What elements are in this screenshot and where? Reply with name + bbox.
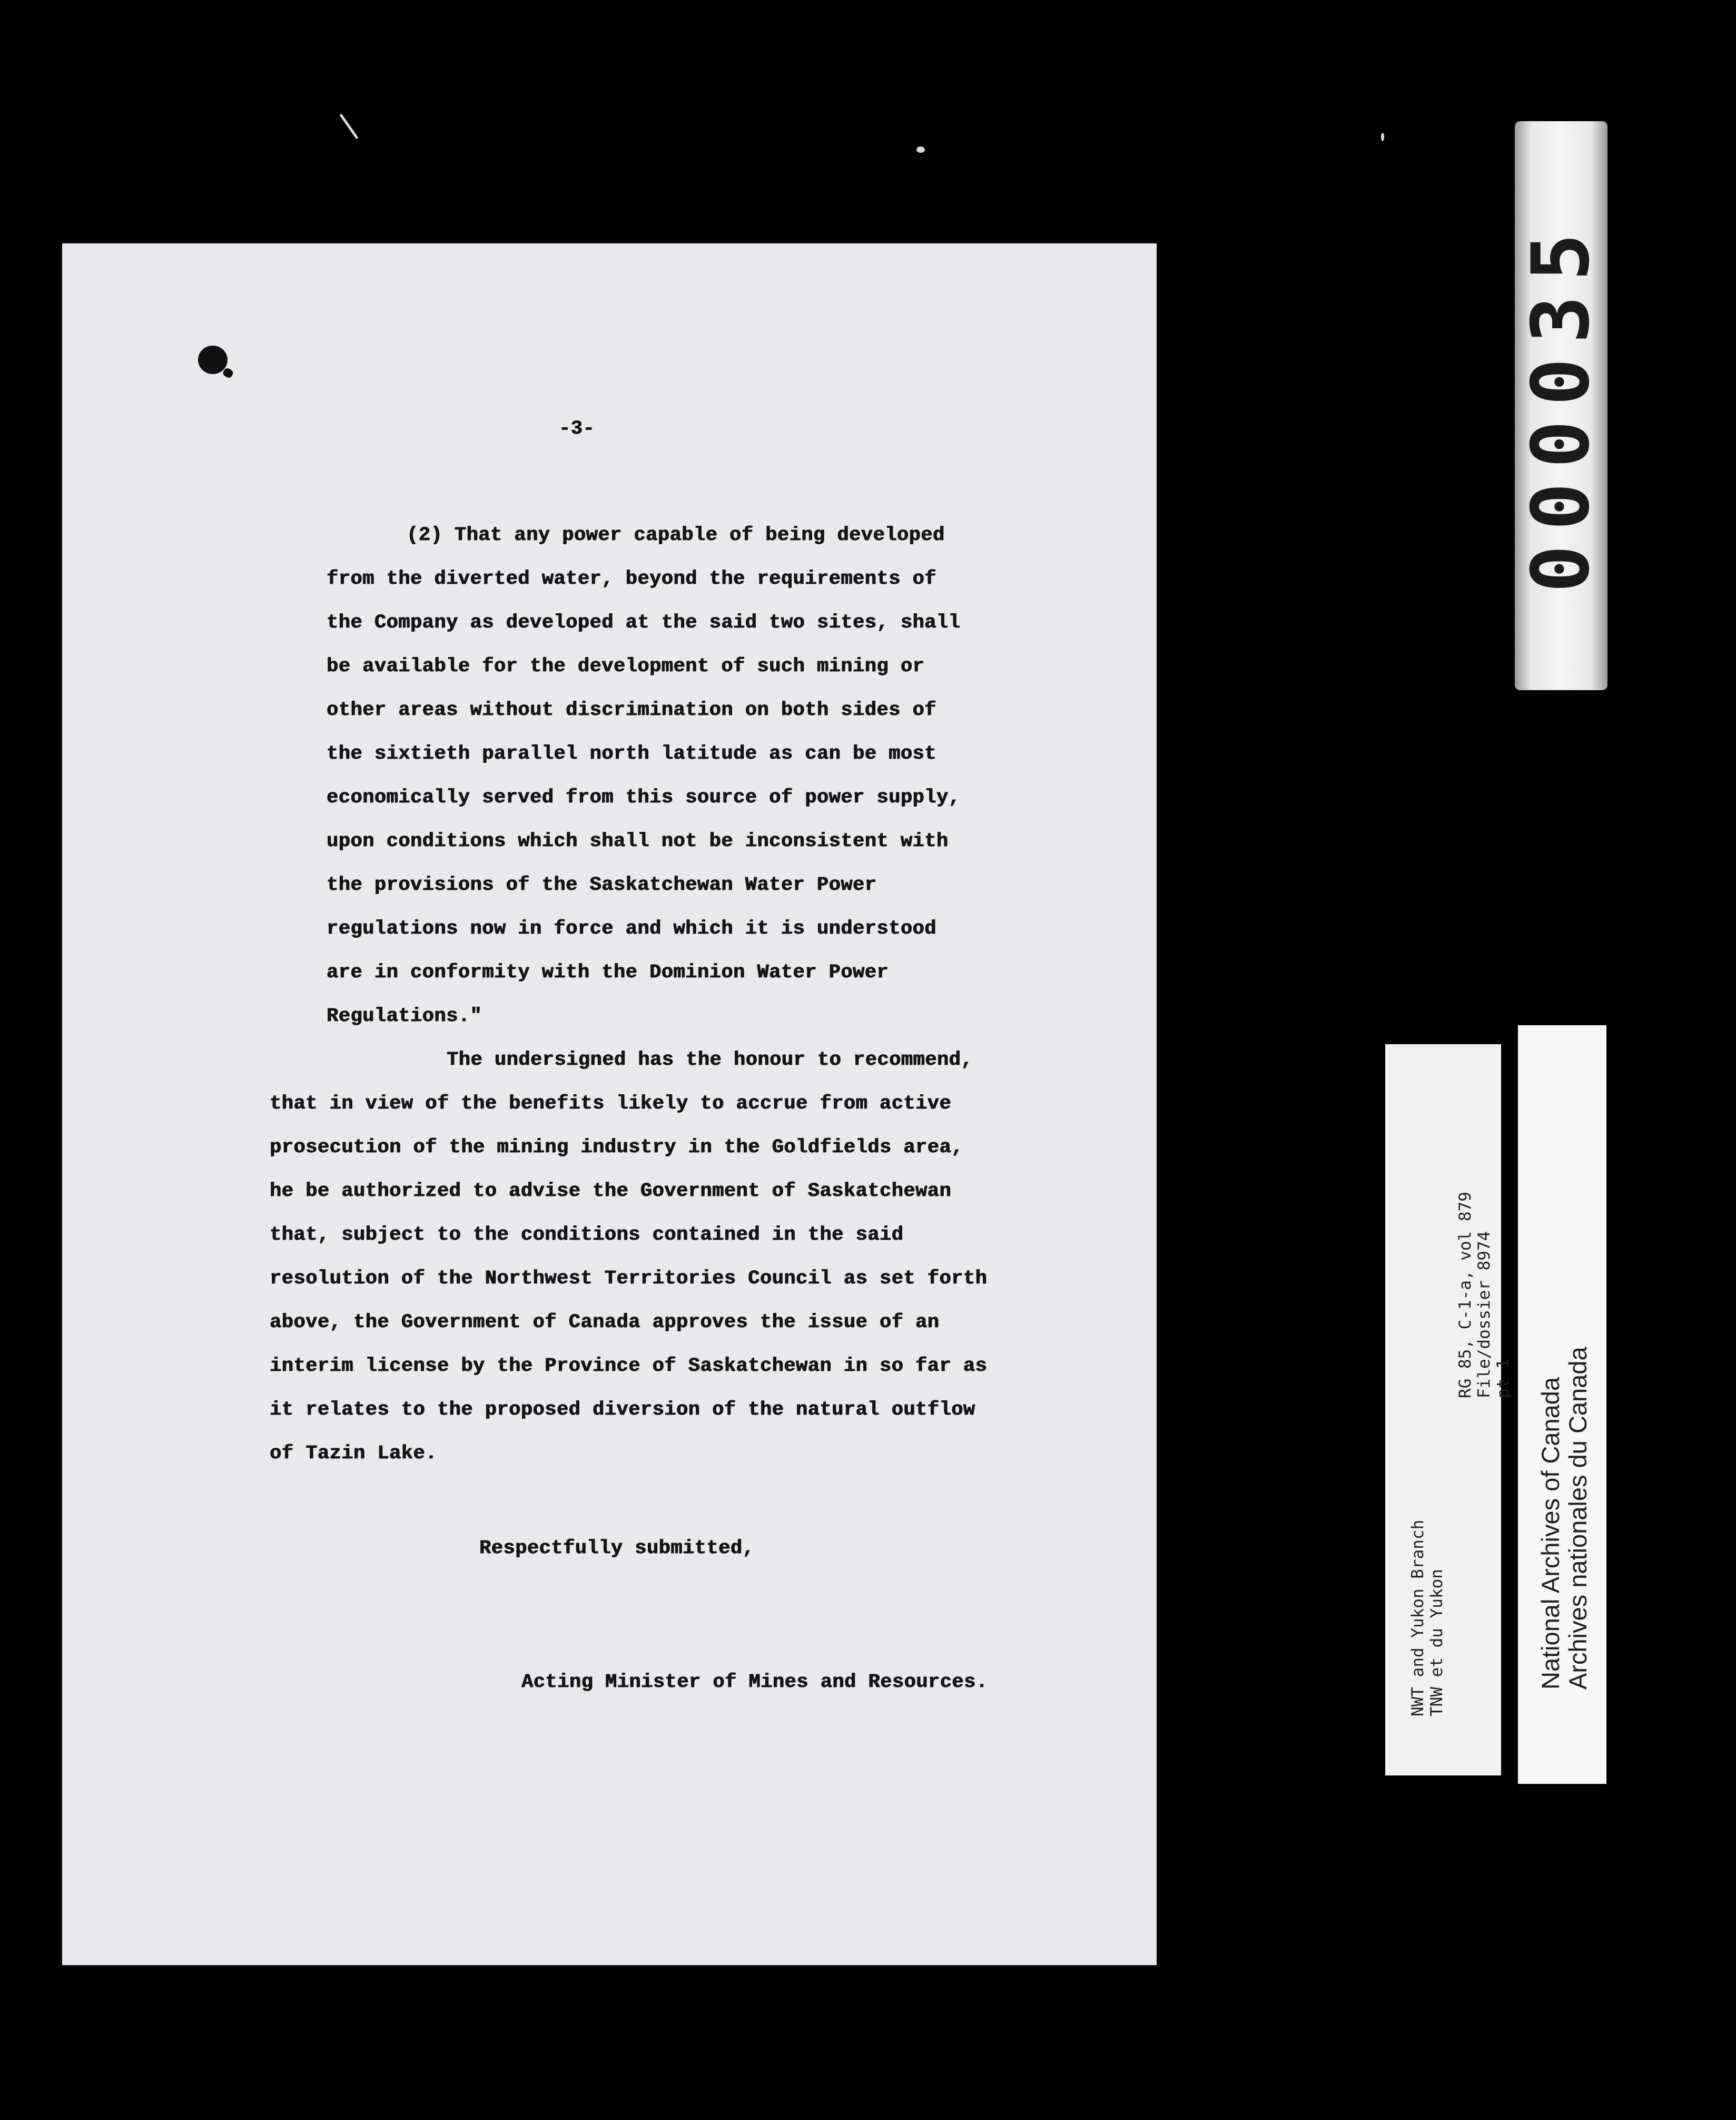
body-line: The undersigned has the honour to recommend,: [447, 1049, 973, 1071]
frame-number-plate: [1515, 121, 1607, 690]
body-line: from the diverted water, beyond the requirements of: [327, 568, 936, 590]
institution-name-en: National Archives of Canada: [1536, 1377, 1564, 1690]
body-line: the Company as developed at the said two sites, shall: [327, 612, 961, 634]
body-line: that, subject to the conditions contained in the said: [270, 1224, 904, 1246]
film-speck: [339, 114, 358, 140]
closing: Respectfully submitted,: [479, 1537, 755, 1559]
film-speck: [916, 146, 925, 153]
institution-name: [1537, 1347, 1592, 1690]
body-line: regulations now in force and which it is understood: [327, 918, 936, 940]
body-line: above, the Government of Canada approves the issue of an: [270, 1311, 940, 1333]
archive-reference: [1456, 1192, 1513, 1398]
page-number: -3-: [559, 418, 595, 440]
archive-reference-label: [1385, 1044, 1513, 1775]
body-line: the sixtieth parallel north latitude as can be most: [327, 743, 936, 765]
body-line: Regulations.": [327, 1005, 482, 1027]
signatory: Acting Minister of Mines and Resources.: [521, 1671, 988, 1693]
body-line: upon conditions which shall not be inconsistent with: [327, 830, 949, 852]
body-line: (2) That any power capable of being developed: [407, 524, 945, 546]
body-line: the provisions of the Saskatchewan Water Power: [327, 874, 877, 896]
body-line: that in view of the benefits likely to accrue from active: [270, 1093, 952, 1115]
body-line: other areas without discrimination on both sides of: [327, 699, 936, 721]
institution-name-fr: Archives nationales du Canada: [1564, 1347, 1592, 1690]
body-line: he be authorized to advise the Government of Saskatchewan: [270, 1180, 952, 1202]
body-line: prosecution of the mining industry in the Goldfields area,: [270, 1136, 963, 1159]
body-line: of Tazin Lake.: [270, 1442, 437, 1465]
reference-line: RG 85, C-1-a, vol 879: [1456, 1192, 1475, 1398]
reference-line: File/dossier 8974: [1475, 1231, 1494, 1398]
body-line: interim license by the Province of Saskatchewan in so far as: [270, 1355, 988, 1377]
frame-number: 000035: [1515, 219, 1607, 593]
branch-name-en: NWT and Yukon Branch: [1408, 1519, 1427, 1716]
branch-name-fr: TNW et du Yukon: [1427, 1569, 1446, 1716]
body-line: economically served from this source of power supply,: [327, 787, 961, 809]
body-line: are in conformity with the Dominion Water Power: [327, 961, 889, 984]
body-line: be available for the development of such mining or: [327, 655, 925, 678]
reference-line: pt 1: [1494, 1359, 1513, 1398]
branch-name: [1408, 1520, 1446, 1716]
institution-label: [1518, 1025, 1606, 1784]
punch-hole-mark: [198, 346, 228, 374]
body-line: it relates to the proposed diversion of the natural outflow: [270, 1399, 975, 1421]
body-line: resolution of the Northwest Territories Council as set forth: [270, 1268, 988, 1290]
film-speck: [1381, 133, 1384, 141]
